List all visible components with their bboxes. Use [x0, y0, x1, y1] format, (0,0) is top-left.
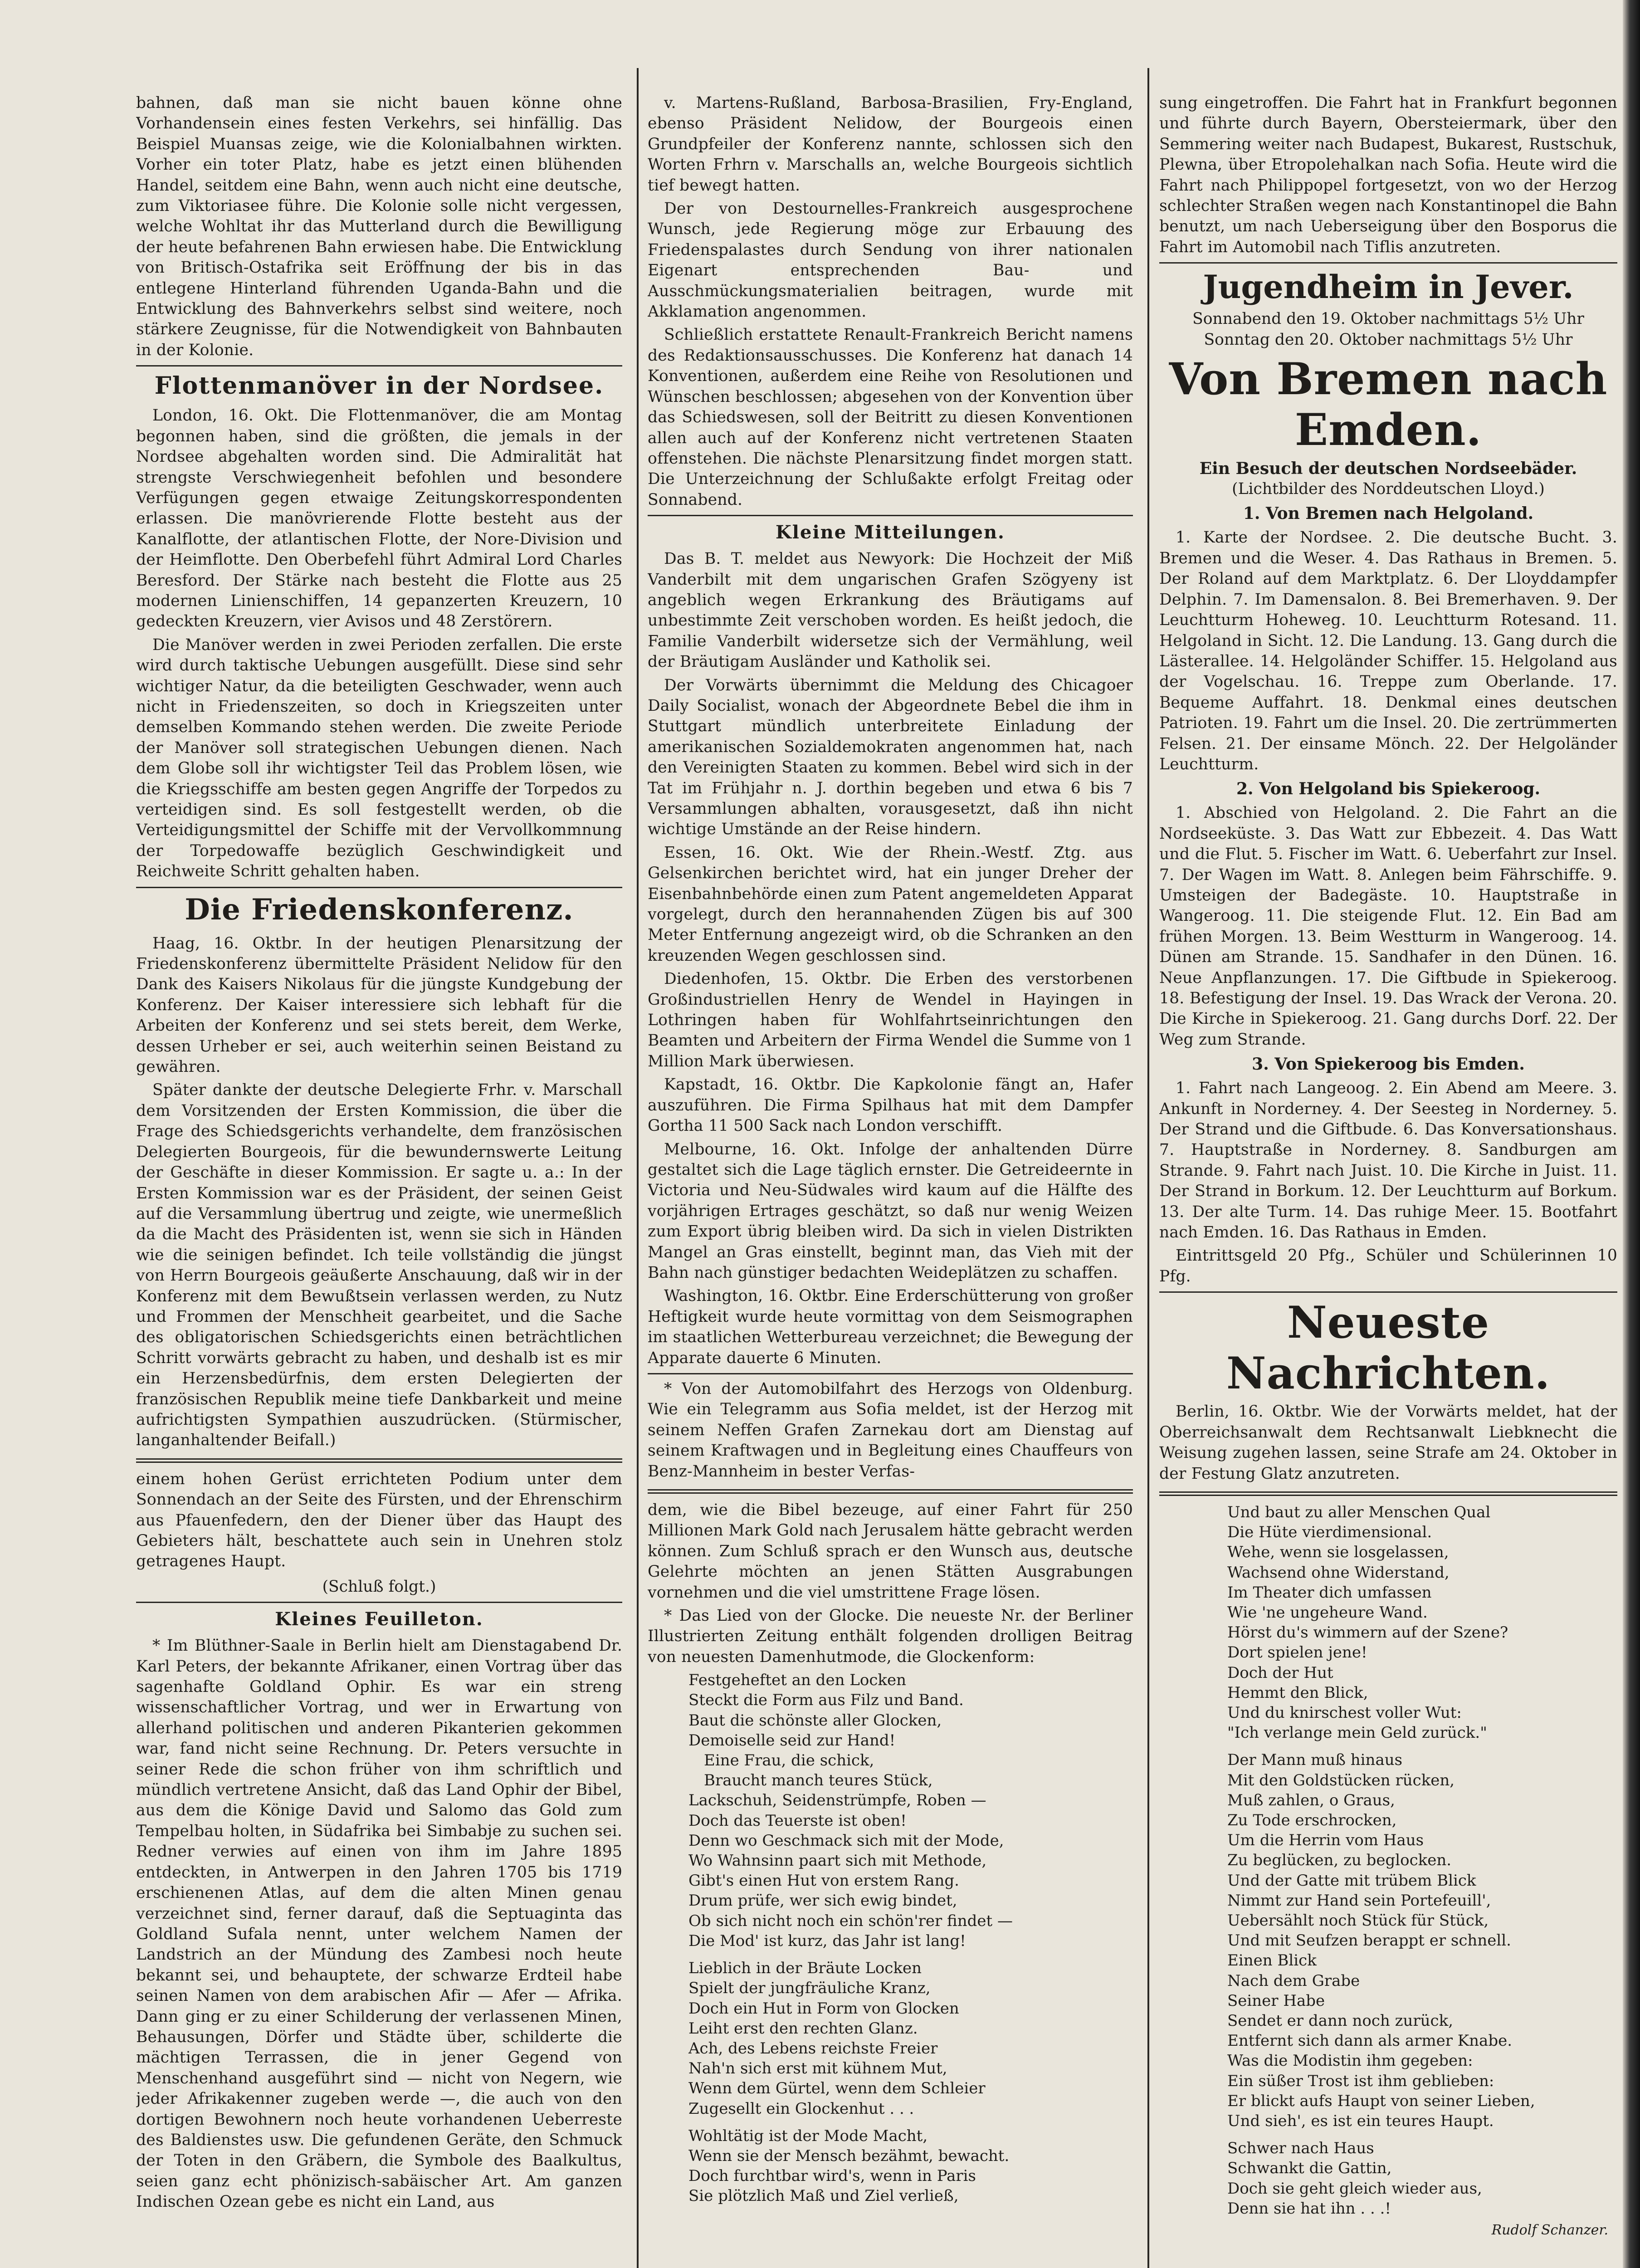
- ad-date: Sonnabend den 19. Oktober nachmittags 5½ Uhr: [1192, 310, 1584, 328]
- paragraph: * Im Blüthner-Saale in Berlin hielt am Dienstagabend Dr. Karl Peters, der bekannte Afrikaner, einen Vortrag über das sagenhafte Goldland Ophir. Es war ein streng wissenschaftlicher Vortrag, und wer in Erwartung von allerhand politischen und anderen Pikanterien gekommen war, fand nicht seine Rechnung. Dr. Peters versuchte in seiner Rede die schon früher von ihm schriftlich und mündlich vertretene Ansicht, daß das Land Ophir der Bibel, aus dem die Könige David und Salomo das Gold zum Tempelbau holten, in Südafrika bei Simbabje zu suchen sei. Redner verwies auf einen von ihm im Jahre 1895 entdeckten, in Antwerpen in den Jahren 1705 bis 1719 erschienenen Atlas, auf dem die alten Minen genau verzeichnet sind, ferner darauf, daß die Septuaginta das Goldland Sufala nennt, unter welchem Namen der Landstrich an der Mündung des Zambesi noch heute bekannt sei, und behauptete, der schwarze Erdteil habe seinen Namen von dem arabischen Afir — Afer — Afrika. Dann ging er zu einer Schilderung der verlassenen Minen, Behausungen, Dörfer und Städte über, schilderte die mächtigen Terrassen, die in jener Gegend von Menschenhand ausgeführt sind — nicht von Negern, wie jeder Afrikakenner zugeben werde —, die auch von den dortigen Bewohnern noch heute vorhandenen Ueberreste des Baldienstes usw. Die gefundenen Geräte, den Schmuck der Toten in den Gräbern, die Symbole des Baalkultus, seien ganz echt phönizisch-sabäischer Art. Am ganzen Indischen Ozean gebe es nicht ein Land, aus: [136, 1637, 622, 2211]
- poem-line: Schwankt die Gattin,: [1227, 2159, 1392, 2178]
- ad-headline-jugendheim: Jugendheim in Jever.: [1203, 268, 1574, 306]
- poem-line: "Ich verlange mein Geld zurück.": [1227, 1724, 1487, 1742]
- section-divider: [1159, 1491, 1617, 1493]
- section-divider: [136, 887, 622, 888]
- poem-line: Gibt's einen Hut von erstem Rang.: [688, 1872, 959, 1890]
- ad-section-title: 2. Von Helgoland bis Spiekeroog.: [1236, 779, 1541, 799]
- poem-line: Doch der Hut: [1227, 1663, 1333, 1682]
- poem-line: Mit den Goldstücken rücken,: [1227, 1771, 1455, 1789]
- poem-line: Hörst du's wimmern auf der Szene?: [1227, 1623, 1508, 1642]
- poem-line: Denn sie hat ihn . . .!: [1227, 2199, 1391, 2218]
- poem-line: Denn wo Geschmack sich mit der Mode,: [688, 1831, 1004, 1850]
- poem-line: Wohltätig ist der Mode Macht,: [688, 2126, 928, 2145]
- headline-friedenskonferenz: Die Friedenskonferenz.: [185, 892, 574, 927]
- poem-line: Und baut zu aller Menschen Qual: [1227, 1503, 1491, 1521]
- ad-section-list: 1. Abschied von Helgoland. 2. Die Fahrt an die Nordseeküste. 3. Das Watt zur Ebbezeit. 4. Das Watt und die Flut. 5. Fischer im Watt. 6. Ueberfahrt zur Insel. 7. Der Wagen im Watt. 8. Anlegen beim Fährschiffe. 9. Umsteigen der Badegäste. 10. Hauptstraße in Wangeroog. 11. Die steigende Flut. 12. Ein Bad am frühen Morgen. 13. Beim Westturm in Wangeroog. 14. Dünen am Strande. 15. Sandhafer in den Dünen. 16. Neue Anpflanzungen. 17. Die Giftbude in Spiekeroog. 18. Befestigung der Insel. 19. Das Wrack der Verona. 20. Die Kirche in Spiekeroog. 21. Gang durchs Dorf. 22. Der Weg zum Strande.: [1159, 804, 1617, 1049]
- news-item: Washington, 16. Oktbr. Eine Erderschütterung von großer Heftigkeit wurde heute vormittag von dem Seismographen im staatlichen Wetterbureau verzeichnet; die Bewegung der Apparate dauerte 6 Minuten.: [648, 1287, 1133, 1367]
- poem: [1159, 1502, 1617, 2219]
- poem-line: Leiht erst den rechten Glanz.: [688, 2019, 918, 2038]
- paragraph: London, 16. Okt. Die Flottenmanöver, die am Montag begonnen haben, sind die größten, die jemals in der Nordsee abgehalten worden sind. Die Admiralität hat strengste Verschwiegenheit befohlen und besondere Verfügungen gegen etwaige Zeitungskorrespondenten erlassen. Die manövrierende Flotte besteht aus der Kanalflotte, der atlantischen Flotte, der Nore-Division und der Heimflotte. Den Oberbefehl führt Admiral Lord Charles Beresford. Der Stärke nach besteht die Flotte aus 25 modernen Linienschiffen, 14 gepanzerten Kreuzern, 10 gedeckten Kreuzern, vier Avisos und 48 Zerstörern.: [136, 406, 622, 631]
- poem-line: Und der Gatte mit trübem Blick: [1227, 1871, 1476, 1890]
- poem-line: [688, 1951, 1133, 1958]
- poem-line: Wenn dem Gürtel, wenn dem Schleier: [688, 2079, 986, 2098]
- news-item: Berlin, 16. Oktbr. Wie der Vorwärts meldet, hat der Oberreichsanwalt dem Rechtsanwalt Liebknecht die Weisung zugehen lassen, seine Strafe am 24. Oktober in der Festung Glatz anzutreten.: [1159, 1403, 1617, 1483]
- poem-line: Uebersählt noch Stück für Stück,: [1227, 1911, 1489, 1930]
- poem-line: [1227, 1743, 1617, 1750]
- column-rule: [1147, 68, 1149, 2268]
- ad-headline-bremen-emden: Von Bremen nach Emden.: [1169, 353, 1608, 456]
- paragraph: Der von Destournelles-Frankreich ausgesprochene Wunsch, jede Regierung möge zur Erbauung des Friedenspalastes durch Sendung von ihrer nationalen Eigenart entsprechenden Bau- und Ausschmückungsmaterialien beitragen, wurde mit Akklamation angenommen.: [648, 200, 1133, 321]
- poem-line: Lackschuh, Seidenstrümpfe, Roben —: [688, 1791, 986, 1810]
- poem-line: Wo Wahnsinn paart sich mit Methode,: [688, 1852, 987, 1870]
- poem-line: Und sieh', es ist ein teures Haupt.: [1227, 2112, 1494, 2130]
- poem-line: Doch ein Hut in Form von Glocken: [688, 1999, 959, 2018]
- section-divider: [136, 1461, 622, 1463]
- poem-line: Ach, des Lebens reichste Freier: [688, 2039, 938, 2058]
- paragraph: Die Manöver werden in zwei Perioden zerfallen. Die erste wird durch taktische Uebungen ausgefüllt. Diese sind sehr wichtiger Natur, da die beteiligten Geschwader, wenn auch nicht in Friedenszeiten, so doch in Kriegszeiten unter demselben Kommando stehen werden. Die zweite Periode der Manöver soll strategischen Uebungen dienen. Nach dem Globe soll ihr wichtigster Teil das Problem lösen, wie die Kriegsschiffe am besten gegen Angriffe der Torpedos zu verteidigen sind. Es soll festgestellt werden, ob die Verteidigungsmittel der Schiffe mit der Vervollkommnung der Torpedowaffe bezüglich Geschwindigkeit und Reichweite Schritt gehalten haben.: [136, 635, 622, 881]
- poem-line: Demoiselle seid zur Hand!: [688, 1731, 896, 1750]
- poem-line: Zu Tode erschrocken,: [1227, 1811, 1397, 1829]
- poem-line: Wachsend ohne Widerstand,: [1227, 1563, 1450, 1582]
- paragraph: v. Martens-Rußland, Barbosa-Brasilien, Fry-England, ebenso Präsident Nelidow, der Bourgeois einen Grundpfeiler der Konferenz nannte, schlossen sich den Worten Frhrn v. Marschalls an, welche Bourgeois sichtlich tief bewegt hatten.: [648, 94, 1133, 195]
- poem-line: Doch furchtbar wird's, wenn in Paris: [688, 2167, 976, 2185]
- poem-line: Baut die schönste aller Glocken,: [688, 1711, 942, 1730]
- news-item: Der Vorwärts übernimmt die Meldung des Chicagoer Daily Socialist, wonach der Abgeordnete Bebel die ihm in Stuttgart mündlich unterbreitete Einladung der amerikanischen Sozialdemokraten angenommen hat, nach den Vereinigten Staaten zu kommen. Bebel wird sich in der Tat im Frühjahr n. J. dorthin begeben und etwa 6 bis 7 Versammlungen abhalten, vorausgesetzt, daß ihn nicht wichtige Umstände an der Reise hindern.: [648, 676, 1133, 839]
- poem-line: Sie plötzlich Maß und Ziel verließ,: [688, 2187, 959, 2205]
- section-divider: [648, 1492, 1133, 1494]
- page-binding-edge: [1623, 0, 1640, 2268]
- news-item: Das B. T. meldet aus Newyork: Die Hochzeit der Miß Vanderbilt mit dem ungarischen Grafen Szögyeny ist angeblich wegen Erkrankung des Bräutigams auf unbestimmte Zeit verschoben worden. Es heißt jedoch, die Familie Vanderbilt widersetze sich der Vermählung, weil der Bräutigam Ausländer und Katholik sei.: [648, 550, 1133, 671]
- ad-subtitle: Ein Besuch der deutschen Nordseebäder.: [1199, 459, 1577, 479]
- section-divider: [136, 365, 622, 367]
- poem-line: Er blickt aufs Haupt von seiner Lieben,: [1227, 2092, 1535, 2110]
- poem-line: Um die Herrin vom Haus: [1227, 1831, 1424, 1850]
- ad-subtitle-note: (Lichtbilder des Norddeutschen Lloyd.): [1232, 480, 1545, 499]
- section-divider: [1159, 262, 1617, 264]
- paragraph: Schließlich erstattete Renault-Frankreich Bericht namens des Redaktionsausschusses. Die Konferenz hat danach 14 Konventionen, außerdem eine Reihe von Resolutionen und Wünschen beschlossen; abgesehen von der Konvention über das Schiedswesen, soll der Beitritt zu diesen Konventionen allen auch auf der Konferenz nicht vertretenen Staaten offenstehen. Die nächste Plenarsitzung findet morgen statt. Die Unterzeichnung der Schlußakte erfolgt Freitag oder Sonnabend.: [648, 326, 1133, 509]
- poem-line: Schwer nach Haus: [1227, 2139, 1374, 2158]
- poem: [648, 1670, 1133, 2206]
- poem-line: Die Mod' ist kurz, das Jahr ist lang!: [688, 1931, 966, 1950]
- ad-date: Sonntag den 20. Oktober nachmittags 5½ Uhr: [1204, 330, 1573, 349]
- section-divider: [1159, 1291, 1617, 1293]
- paragraph: Später dankte der deutsche Delegierte Frhr. v. Marschall dem Vorsitzenden der Ersten Kommission, die über die Frage des Schiedsgerichts verhandelte, dem französischen Delegierten Bourgeois, für die bewundernswerte Leitung der Geschäfte in dieser Kommission. Er sagte u. a.: In der Ersten Kommission war es der Präsident, der seinen Geist auf die Versammlung übertrug und zeigte, wie unermeßlich da die Macht des Präsidenten ist, wenn sie sich in Händen wie die seinigen befindet. Ich teile vollständig die jüngst von Herrn Bourgeois geäußerte Anschauung, daß wir in der Konferenz mit dem Bewußtsein verlassen werden, zu Nutz und Frommen der Menschheit gearbeitet, und die Sache des obligatorischen Schiedsgerichts einen beträchtlichen Schritt vorwärts gebracht zu haben, und deshalb ist es mir ein Herzensbedürfnis, dem ersten Delegierten der französischen Republik meine tiefe Dankbarkeit und meine aufrichtigsten Sympathien auszudrücken. (Stürmischer, langanhaltender Beifall.): [136, 1081, 622, 1450]
- poem-line: [688, 2119, 1133, 2126]
- ad-section-list: 1. Karte der Nordsee. 2. Die deutsche Bucht. 3. Bremen und die Weser. 4. Das Rathaus in Bremen. 5. Der Roland auf dem Marktplatz. 6. Der Lloyddampfer Delphin. 7. Im Damensalon. 8. Bei Bremerhaven. 9. Der Leuchtturm Hoheweg. 10. Leuchtturm Rotesand. 11. Helgoland in Sicht. 12. Die Landung. 13. Gang durch die Lästerallee. 14. Helgoländer Schiffer. 15. Helgoland aus der Vogelschau. 16. Treppe zum Oberlande. 17. Bequeme Auffahrt. 18. Denkmal eines deutschen Patrioten. 19. Fahrt um die Insel. 20. Die zertrümmerten Felsen. 21. Der einsame Mönch. 22. Der Helgoländer Leuchtturm.: [1159, 528, 1617, 773]
- column-2: [648, 93, 1133, 2268]
- poem-line: Nimmt zur Hand sein Portefeuill',: [1227, 1891, 1491, 1910]
- ad-section-title: 1. Von Bremen nach Helgoland.: [1243, 504, 1534, 523]
- section-divider: [1159, 1495, 1617, 1496]
- poem-line: Und du knirschest voller Wut:: [1227, 1703, 1462, 1722]
- section-divider: [136, 1458, 622, 1460]
- poem-line: Sendet er dann noch zurück,: [1227, 2011, 1454, 2030]
- poem-line: [1227, 2131, 1617, 2138]
- paragraph: Haag, 16. Oktbr. In der heutigen Plenarsitzung der Friedenskonferenz übermittelte Präsident Nelidow für den Dank des Kaisers Nikolaus für die jüngste Kundgebung der Konferenz. Der Kaiser interessiere sich lebhaft für die Arbeiten der Konferenz und sei stets bereit, dem Werke, dessen Urheber er sei, auch weiterhin seinen Beistand zu gewähren.: [136, 934, 622, 1076]
- headline-kleines-feuilleton: Kleines Feuilleton.: [275, 1608, 483, 1630]
- news-item: * Von der Automobilfahrt des Herzogs von Oldenburg. Wie ein Telegramm aus Sofia meldet, ist der Herzog mit seinem Neffen Grafen Zarnekau dort am Dienstag auf seinem Kraftwagen und in Begleitung eines Chauffeurs von Benz-Mannheim in bester Verfas-: [648, 1379, 1133, 1481]
- feuilleton-continuation: dem, wie die Bibel bezeuge, auf einer Fahrt für 250 Millionen Mark Gold nach Jerusalem hätte gebracht werden können. Zum Schluß sprach er den Wunsch aus, deutsche Gelehrte möchten an jenen Stätten Ausgrabungen vornehmen und die viel umstrittene Frage lösen.: [648, 1501, 1133, 1602]
- news-item: Essen, 16. Okt. Wie der Rhein.-Westf. Ztg. aus Gelsenkirchen berichtet wird, hat ein junger Dreher der Eisenbahnbehörde einen zum Patent angemeldeten Apparat vorgelegt, durch den herannahenden Zügen bis auf 300 Meter Entfernung angezeigt wird, ob die Schranken an den kreuzenden Wegen geschlossen sind.: [648, 843, 1133, 965]
- poem-line: Was die Modistin ihm gegeben:: [1227, 2052, 1473, 2070]
- poem-line: Ob sich nicht noch ein schön'rer findet —: [688, 1911, 1013, 1930]
- poem-line: Festgeheftet an den Locken: [688, 1671, 906, 1690]
- poem-line: Entfernt sich dann als armer Knabe.: [1227, 2032, 1513, 2050]
- article-continuation: sung eingetroffen. Die Fahrt hat in Frankfurt begonnen und führte durch Bayern, Obersteiermark, über den Semmering weiter nach Budapest, Bukarest, Rustschuk, Plewna, über Etropolehalkan nach Sofia. Heute wird die Fahrt nach Philippopel fortgesetzt, von wo der Herzog schlechter Straßen wegen nach Konstantinopel die Bahn benutzt, um nach Ueberseigung über den Bosporus die Fahrt im Automobil nach Tiflis anzutreten.: [1159, 94, 1617, 256]
- poem-line: Muß zahlen, o Graus,: [1227, 1791, 1395, 1809]
- poem-line: Wehe, wenn sie losgelassen,: [1227, 1543, 1449, 1562]
- ad-section-title: 3. Von Spiekeroog bis Emden.: [1252, 1055, 1525, 1074]
- poem-line: Wenn sie der Mensch bezähmt, bewacht.: [688, 2146, 1010, 2165]
- news-item: Melbourne, 16. Okt. Infolge der anhaltenden Dürre gestaltet sich die Lage täglich ernster. Die Getreideernte in Victoria und Neu-Südwales wird kaum auf die Hälfte des vorjährigen Ertrages geschätzt, so daß nur wenig Weizen zum Export übrig bleiben wird. Da sich in vielen Distrikten Mangel an Gras einstellt, beginnt man, das Vieh mit der Bahn nach günstiger bedachten Weideplätzen zu schaffen.: [648, 1140, 1133, 1282]
- poem-line: Nach dem Grabe: [1227, 1971, 1360, 1990]
- poem-line: Im Theater dich umfassen: [1227, 1583, 1432, 1602]
- poem-line: Zugesellt ein Glockenhut . . .: [688, 2099, 914, 2118]
- poem-line: Seiner Habe: [1227, 1991, 1325, 2010]
- poem-line: Der Mann muß hinaus: [1227, 1751, 1403, 1769]
- section-divider: [136, 1602, 622, 1603]
- poem-author: Rudolf Schanzer.: [1491, 2222, 1608, 2239]
- section-divider: [648, 1489, 1133, 1491]
- poem-line: Lieblich in der Bräute Locken: [688, 1959, 922, 1978]
- poem-line: Ein süßer Trost ist ihm geblieben:: [1227, 2072, 1494, 2090]
- poem-line: Eine Frau, die schick,: [704, 1751, 874, 1770]
- headline-flottenmanoever: Flottenmanöver in der Nordsee.: [154, 372, 604, 400]
- ad-section-list: 1. Fahrt nach Langeoog. 2. Ein Abend am Meere. 3. Ankunft in Norderney. 4. Der Seesteg in Norderney. 5. Der Strand und die Giftbude. 6. Das Konversationshaus. 7. Hauptstraße in Norderney. 8. Sandburgen am Strande. 9. Fahrt nach Juist. 10. Die Kirche in Juist. 11. Der Strand in Borkum. 12. Der Leuchtturm auf Borkum. 13. Der alte Turm. 14. Das ruhige Meer. 15. Bootfahrt nach Emden. 16. Das Rathaus in Emden.: [1159, 1079, 1617, 1242]
- section-divider: [648, 1373, 1133, 1374]
- column-3: [1159, 93, 1617, 2268]
- column-rule: [637, 68, 639, 2268]
- poem-line: Hemmt den Blick,: [1227, 1683, 1368, 1702]
- poem-line: Zu beglücken, zu beglocken.: [1227, 1851, 1452, 1870]
- poem-line: Doch das Teuerste ist oben!: [688, 1811, 907, 1830]
- poem-line: Dort spielen jene!: [1227, 1643, 1367, 1662]
- poem-line: Wie 'ne ungeheure Wand.: [1227, 1603, 1428, 1622]
- poem-line: Steckt die Form aus Filz und Band.: [688, 1691, 964, 1710]
- section-divider: [648, 515, 1133, 516]
- article-continuation: bahnen, daß man sie nicht bauen könne ohne Vorhandensein eines festen Verkehrs, sei hinfällig. Das Beispiel Muansas zeige, wie die Kolonialbahnen wirkten. Vorher ein toter Platz, habe es jetzt einen blühenden Handel, seitdem eine Bahn, wenn auch nicht eine deutsche, zum Viktoriasee führe. Die Kolonie solle nicht vergessen, welche Wohltat ihr das Mutterland durch die Bewilligung der heute befahrenen Bahn erwiesen habe. Die Entwicklung von Britisch-Ostafrika seit Eröffnung der bis in das entlegene Hinterland führenden Uganda-Bahn und die Entwicklung des Bahnverkehrs selbst sind weitere, noch stärkere Zeugnisse, für die Notwendigkeit von Bahnbauten in der Kolonie.: [136, 94, 622, 359]
- poem-line: Einen Blick: [1227, 1951, 1317, 1970]
- headline-kleine-mitteilungen: Kleine Mitteilungen.: [776, 522, 1005, 543]
- ad-admission: Eintrittsgeld 20 Pfg., Schüler und Schülerinnen 10 Pfg.: [1159, 1246, 1617, 1286]
- poem-line: Die Hüte vierdimensional.: [1227, 1523, 1432, 1542]
- poem-line: Und mit Seufzen berappt er schnell.: [1227, 1931, 1511, 1950]
- to-be-continued: (Schluß folgt.): [322, 1577, 436, 1596]
- headline-neueste-nachrichten: Neueste Nachrichten.: [1226, 1297, 1551, 1399]
- poem-line: Drum prüfe, wer sich ewig bindet,: [688, 1892, 957, 1910]
- poem-line: Spielt der jungfräuliche Kranz,: [688, 1979, 931, 1998]
- poem-line: Nah'n sich erst mit kühnem Mut,: [688, 2059, 947, 2078]
- news-item: Diedenhofen, 15. Oktbr. Die Erben des verstorbenen Großindustriellen Henry de Wendel in Hayingen in Lothringen haben für Wohlfahrtseinrichtungen den Beamten und Arbeitern der Firma Wendel die Summe von 1 Million Mark überwiesen.: [648, 970, 1133, 1070]
- paragraph: * Das Lied von der Glocke. Die neueste Nr. der Berliner Illustrierten Zeitung enthält folgenden drolligen Beitrag von neuesten Damenhutmode, die Glockenform:: [648, 1607, 1133, 1666]
- feuilleton-continuation: einem hohen Gerüst errichteten Podium unter dem Sonnendach an der Seite des Fürsten, und der Ehrenschirm aus Pfauenfedern, den der Diener über das Haupt des Gebieters hält, beschattete auch sein in Unehren stolz getragenes Haupt.: [136, 1470, 622, 1571]
- poem-line: Doch sie geht gleich wieder aus,: [1227, 2179, 1482, 2198]
- column-1: [136, 93, 622, 2268]
- news-item: Kapstadt, 16. Oktbr. Die Kapkolonie fängt an, Hafer auszuführen. Die Firma Spilhaus hat mit dem Dampfer Gortha 11 500 Sack nach London verschifft.: [648, 1075, 1133, 1135]
- poem-line: Braucht manch teures Stück,: [704, 1771, 933, 1790]
